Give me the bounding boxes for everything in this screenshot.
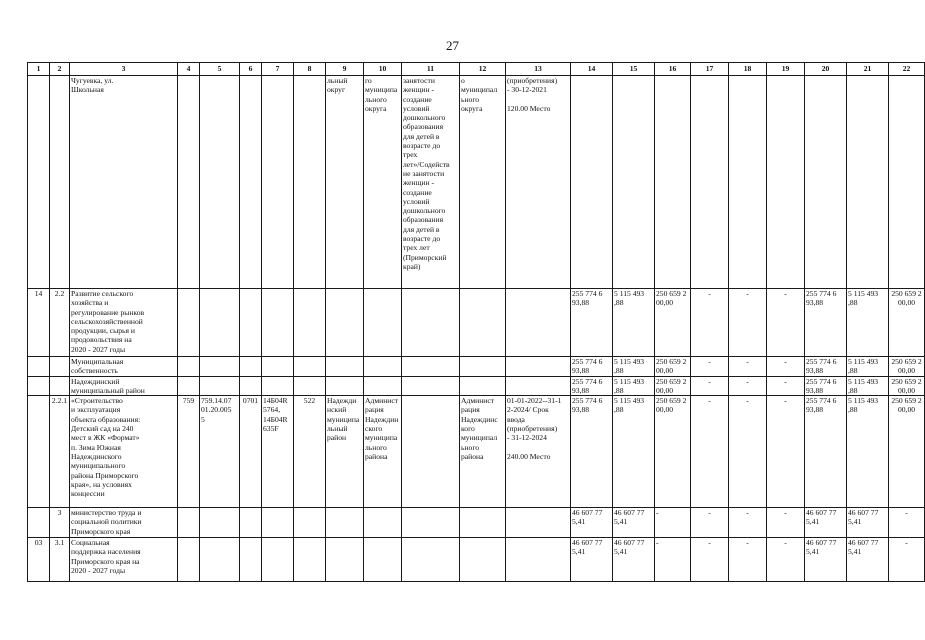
table-cell: о муниципал ьного округа	[460, 76, 506, 289]
table-cell: 250 659 2 00,00	[655, 396, 691, 508]
table-cell	[364, 538, 402, 582]
table-cell	[326, 357, 364, 377]
table-cell: -	[729, 508, 767, 538]
table-cell	[294, 538, 326, 582]
table-cell	[200, 76, 240, 289]
table-cell: 255 774 6 93,88	[805, 376, 847, 396]
table-cell	[506, 357, 571, 377]
table-cell	[200, 289, 240, 357]
table-cell: -	[691, 376, 729, 396]
table-cell	[50, 76, 70, 289]
table-cell: -	[655, 538, 691, 582]
table-row	[28, 508, 925, 538]
table-cell: -	[889, 508, 925, 538]
table-cell: министерство труда и социальной политики Приморского края	[70, 508, 178, 538]
column-number: 21	[847, 63, 889, 76]
table-row	[28, 376, 925, 396]
column-number: 2	[50, 63, 70, 76]
table-cell	[402, 357, 460, 377]
table-cell: Надеждинский муниципальный район	[70, 376, 178, 396]
table-cell	[729, 76, 767, 289]
table-cell: -	[691, 357, 729, 377]
table-cell: 46 607 77 5,41	[571, 508, 613, 538]
table-cell	[262, 376, 294, 396]
table-cell	[294, 289, 326, 357]
table-cell: 522	[294, 396, 326, 508]
column-number-row	[28, 63, 925, 76]
table-cell: 5 115 493 ,88	[847, 289, 889, 357]
table-cell	[326, 508, 364, 538]
table-cell	[28, 357, 50, 377]
table-cell	[28, 396, 50, 508]
table-cell: Социальная поддержка населения Приморского края на 2020 - 2027 годы	[70, 538, 178, 582]
table-cell: 03	[28, 538, 50, 582]
table-cell	[294, 376, 326, 396]
table-cell: 3	[50, 508, 70, 538]
table-cell	[262, 357, 294, 377]
table-cell: -	[767, 289, 805, 357]
table-cell: -	[691, 538, 729, 582]
column-number: 16	[655, 63, 691, 76]
table-cell	[767, 76, 805, 289]
table-cell	[200, 508, 240, 538]
column-number: 6	[240, 63, 262, 76]
table-cell: -	[729, 357, 767, 377]
table-cell: 14Б04R 5764, 14Б04R 635F	[262, 396, 294, 508]
table-cell: Админист рация Надеждин ского муниципа льного района	[364, 396, 402, 508]
table-cell: 46 607 77 5,41	[613, 538, 655, 582]
table-cell: 2.2	[50, 289, 70, 357]
table-cell: 5 115 493 ,88	[613, 376, 655, 396]
table-cell	[240, 289, 262, 357]
table-cell	[402, 289, 460, 357]
table-cell	[506, 508, 571, 538]
table-cell: 46 607 77 5,41	[805, 538, 847, 582]
table-cell: 46 607 77 5,41	[805, 508, 847, 538]
table-cell: -	[655, 508, 691, 538]
table-row	[28, 357, 925, 377]
table-cell	[655, 76, 691, 289]
table-cell	[178, 508, 200, 538]
column-number: 15	[613, 63, 655, 76]
table-cell: 0701	[240, 396, 262, 508]
table-cell: 255 774 6 93,88	[571, 357, 613, 377]
table-row	[28, 289, 925, 357]
table-cell	[402, 376, 460, 396]
table-cell	[364, 357, 402, 377]
table-cell	[889, 76, 925, 289]
table-cell: 255 774 6 93,88	[571, 396, 613, 508]
table-cell	[326, 538, 364, 582]
table-cell: 46 607 77 5,41	[571, 538, 613, 582]
table-cell	[460, 376, 506, 396]
column-number: 13	[506, 63, 571, 76]
table-cell	[613, 76, 655, 289]
table-cell: 5 115 493 ,88	[613, 357, 655, 377]
table-cell: 5 115 493 ,88	[847, 357, 889, 377]
table-cell: (приобретения) - 30-12-2021 120.00 Место	[506, 76, 571, 289]
table-cell	[200, 357, 240, 377]
table-cell	[240, 357, 262, 377]
table-cell: 46 607 77 5,41	[847, 538, 889, 582]
table-cell: -	[767, 376, 805, 396]
table-cell: 250 659 2 00,00	[655, 289, 691, 357]
table-cell	[460, 508, 506, 538]
table-cell: 46 607 77 5,41	[613, 508, 655, 538]
column-number: 7	[262, 63, 294, 76]
table-cell: -	[767, 538, 805, 582]
table-cell: -	[691, 396, 729, 508]
table-cell: -	[729, 376, 767, 396]
table-cell: 46 607 77 5,41	[847, 508, 889, 538]
column-number: 17	[691, 63, 729, 76]
table-cell	[178, 76, 200, 289]
table-cell	[178, 289, 200, 357]
table-cell	[460, 357, 506, 377]
table-cell: 01-01-2022--31-1 2-2024/ Срок ввода (приобретения) - 31-12-2024 240.00 Место	[506, 396, 571, 508]
page-number: 27	[446, 38, 459, 53]
table-row	[28, 538, 925, 582]
table-body	[28, 63, 925, 582]
column-number: 11	[402, 63, 460, 76]
table-cell	[262, 538, 294, 582]
table-cell	[506, 376, 571, 396]
table-cell	[460, 538, 506, 582]
table-cell: 250 659 2 00,00	[655, 357, 691, 377]
table-cell	[28, 376, 50, 396]
table-cell: 255 774 6 93,88	[805, 289, 847, 357]
table-cell	[805, 76, 847, 289]
column-number: 9	[326, 63, 364, 76]
table-cell: 250 659 2 00,00	[889, 289, 925, 357]
column-number: 5	[200, 63, 240, 76]
table-cell: 250 659 2 00,00	[889, 396, 925, 508]
table-cell: 5 115 493 ,88	[847, 376, 889, 396]
table-cell	[402, 538, 460, 582]
table-cell: льный округ	[326, 76, 364, 289]
column-number: 18	[729, 63, 767, 76]
table-cell: 759	[178, 396, 200, 508]
table-cell	[262, 289, 294, 357]
column-number: 1	[28, 63, 50, 76]
column-number: 4	[178, 63, 200, 76]
column-number: 3	[70, 63, 178, 76]
table-cell: -	[729, 538, 767, 582]
table-row	[28, 396, 925, 508]
table-cell: 250 659 2 00,00	[889, 376, 925, 396]
table-cell	[691, 76, 729, 289]
table-cell	[847, 76, 889, 289]
column-number: 19	[767, 63, 805, 76]
table-cell: 14	[28, 289, 50, 357]
table-cell	[571, 76, 613, 289]
table-cell: 255 774 6 93,88	[571, 289, 613, 357]
table-cell	[200, 538, 240, 582]
table-cell: Развитие сельского хозяйства и регулирование рынков сельскохозяйственной продукции, сырья и продовольствия на 2020 - 2027 годы	[70, 289, 178, 357]
table-cell: го муниципа льного округа	[364, 76, 402, 289]
table-cell: занятости женщин - создание условий дошкольного образования для детей в возрасте до трех лет»/Содейств ие занятости женщин - создание условий дошкольного образования для детей в возрасте до трех лет (Приморский край)	[402, 76, 460, 289]
column-number: 22	[889, 63, 925, 76]
table-cell	[178, 538, 200, 582]
table-cell: 255 774 6 93,88	[571, 376, 613, 396]
budget-table	[27, 62, 925, 582]
table-cell: 2.2.1	[50, 396, 70, 508]
column-number: 14	[571, 63, 613, 76]
table-cell: 255 774 6 93,88	[805, 357, 847, 377]
table-cell	[240, 76, 262, 289]
table-cell: 255 774 6 93,88	[805, 396, 847, 508]
table-cell: -	[729, 289, 767, 357]
table-cell	[402, 508, 460, 538]
table-cell: -	[729, 396, 767, 508]
table-cell	[506, 538, 571, 582]
table-cell	[178, 357, 200, 377]
table-cell: -	[691, 508, 729, 538]
table-cell: -	[889, 538, 925, 582]
table-cell	[200, 376, 240, 396]
table-cell	[294, 357, 326, 377]
table-cell: -	[767, 508, 805, 538]
table-cell: 3.1	[50, 538, 70, 582]
table-cell	[240, 376, 262, 396]
table-cell: 250 659 2 00,00	[889, 357, 925, 377]
table-cell	[364, 508, 402, 538]
table-cell: -	[767, 396, 805, 508]
table-cell	[364, 289, 402, 357]
table-cell: «Строительство и эксплуатация объекта образования: Детский сад на 240 мест в ЖК «Формат» п. Зима Южная Надеждинского муниципального района Приморского края», на условиях концессии	[70, 396, 178, 508]
table-cell	[326, 376, 364, 396]
table-cell	[262, 76, 294, 289]
table-cell: 5 115 493 ,88	[613, 396, 655, 508]
table-cell	[460, 289, 506, 357]
table-cell	[326, 289, 364, 357]
table-cell: Муниципальная собственность	[70, 357, 178, 377]
column-number: 12	[460, 63, 506, 76]
table-cell: 5 115 493 ,88	[847, 396, 889, 508]
table-cell: 759.14.07 01.20.005 5	[200, 396, 240, 508]
table-cell	[240, 508, 262, 538]
table-cell: -	[767, 357, 805, 377]
column-number: 20	[805, 63, 847, 76]
table-cell: -	[691, 289, 729, 357]
table-cell	[50, 357, 70, 377]
table-cell	[262, 508, 294, 538]
table-cell	[240, 538, 262, 582]
table-cell	[294, 508, 326, 538]
table-cell	[28, 76, 50, 289]
table-cell	[364, 376, 402, 396]
table-cell	[506, 289, 571, 357]
table-row	[28, 76, 925, 289]
table-cell	[402, 396, 460, 508]
column-number: 10	[364, 63, 402, 76]
table-cell: Админист рация Надеждинс кого муниципал ьного района	[460, 396, 506, 508]
table-cell	[50, 376, 70, 396]
table-cell	[294, 76, 326, 289]
table-cell: Чугуевка, ул. Школьная	[70, 76, 178, 289]
table-cell: 250 659 2 00,00	[655, 376, 691, 396]
table-cell: Надежди нский муниципа льный район	[326, 396, 364, 508]
table-cell	[28, 508, 50, 538]
table-cell	[178, 376, 200, 396]
table-cell: 5 115 493 ,88	[613, 289, 655, 357]
column-number: 8	[294, 63, 326, 76]
